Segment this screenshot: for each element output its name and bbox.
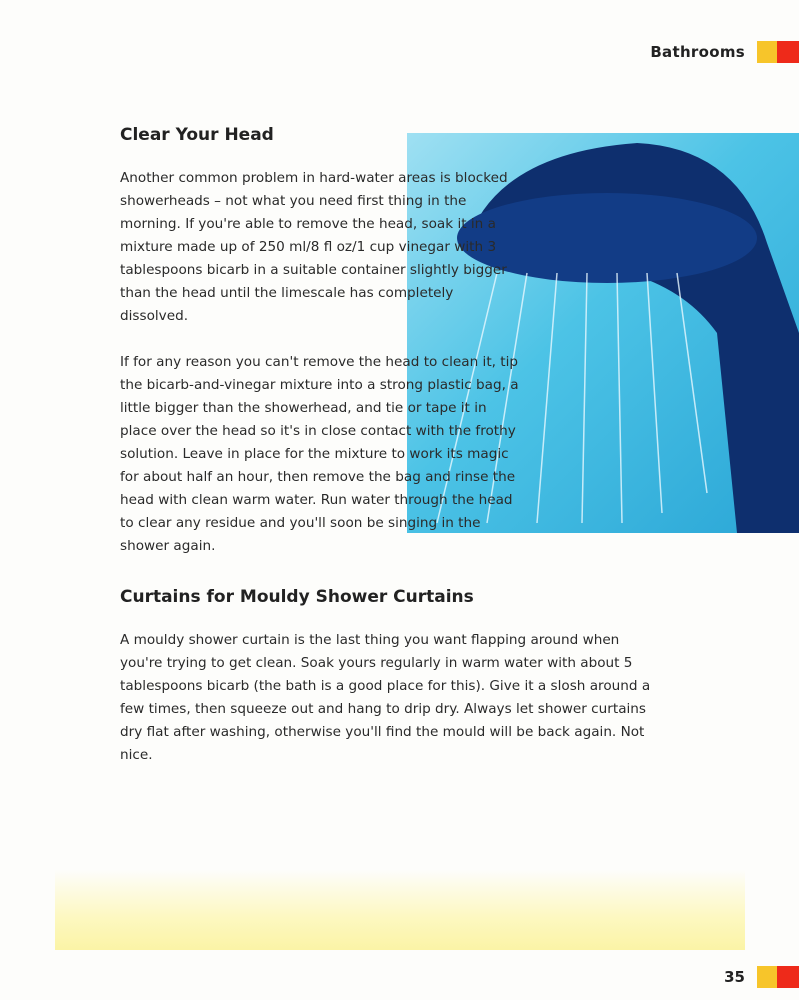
- paragraph: Another common problem in hard-water areas is blocked showerheads – not what you need first thing in the morning. If you're able to remove the head, soak it in a mixture made up of 250 ml/8 fl oz/1 cup vinegar with 3 tablespoons bicarb in a suitable container slightly bigger than the head until the limescale has completely dissolved.: [120, 170, 508, 324]
- section-label: Bathrooms: [650, 43, 745, 61]
- page-number: 35: [724, 968, 745, 986]
- decorative-yellow-band: [55, 870, 745, 950]
- color-tab-red: [777, 41, 799, 63]
- page-footer: [724, 966, 799, 988]
- paragraph: If for any reason you can't remove the head to clean it, tip the bicarb-and-vinegar mixture into a strong plastic bag, a little bigger than the showerhead, and tie or tape it in place over the head so it's in close contact with the frothy solution. Leave in place for the mixture to work its magic for about half an hour, then remove the bag and rinse the head with clean warm water. Run water through the head to clear any residue and you'll soon be singing in the shower again.: [120, 354, 519, 554]
- section-heading-clear-your-head: Clear Your Head: [120, 125, 274, 145]
- color-tab-yellow: [757, 41, 777, 63]
- running-header: [650, 41, 799, 63]
- color-tab-red: [777, 966, 799, 988]
- color-tab-yellow: [757, 966, 777, 988]
- section-heading-curtains: Curtains for Mouldy Shower Curtains: [120, 587, 474, 607]
- page-body: [120, 120, 665, 790]
- paragraph: A mouldy shower curtain is the last thing you want flapping around when you're trying to get clean. Soak yours regularly in warm water with about 5 tablespoons bicarb (the bath is a good place for this). Give it a slosh around a few times, then squeeze out and hang to drip dry. Always let shower curtains dry flat after washing, otherwise you'll find the mould will be back again. Not nice.: [120, 632, 651, 763]
